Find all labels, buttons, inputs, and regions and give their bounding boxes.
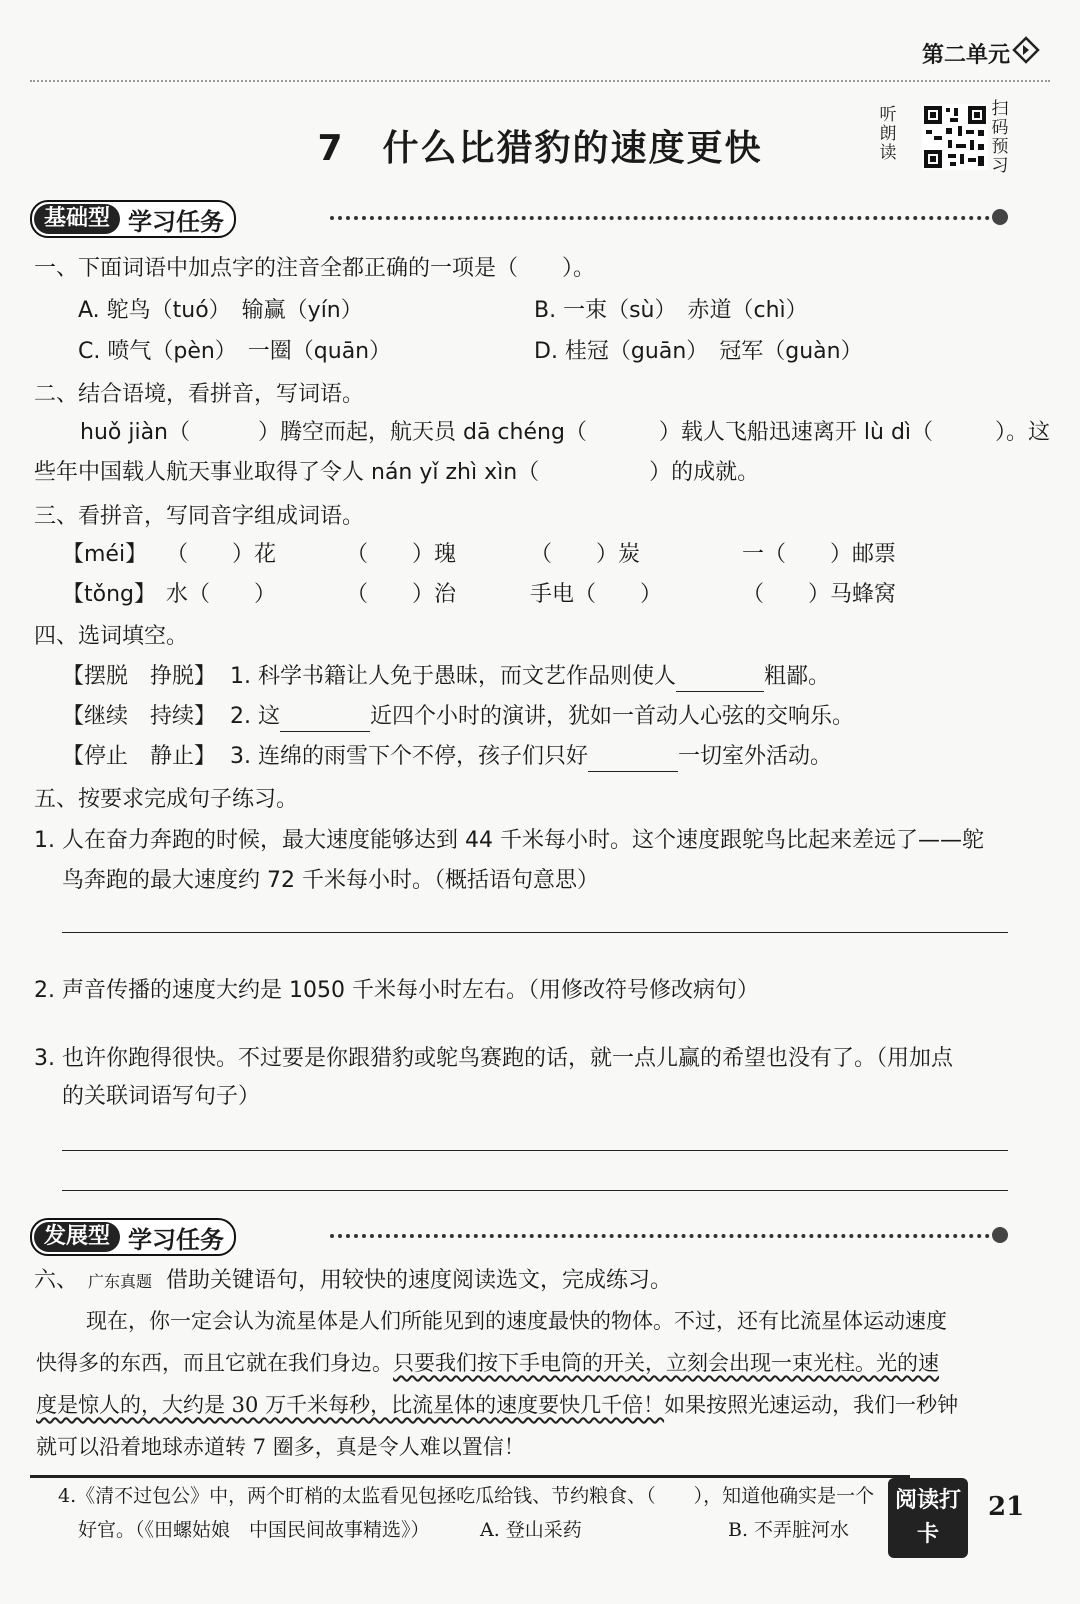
passage-line: 就可以沿着地球赤道转 7 圈多，真是令人难以置信！ bbox=[36, 1435, 525, 1459]
q5-stem: 五、按要求完成句子练习。 bbox=[34, 787, 299, 812]
q5-s2: 2. 声音传播的速度大约是 1050 千米每小时左右。（用修改符号修改病句） bbox=[34, 978, 759, 1003]
q3-tong-label: 【tǒng】 bbox=[62, 582, 156, 607]
answer-line[interactable] bbox=[62, 932, 1008, 933]
section-banner-develop bbox=[30, 1218, 1006, 1252]
q3-mei-label: 【méi】 bbox=[62, 542, 148, 567]
header-divider bbox=[30, 80, 1050, 82]
q1-option-b: B. 一束（sù） 赤道（chì） bbox=[534, 298, 808, 323]
q1-option-d: D. 桂冠（guān） 冠军（guàn） bbox=[534, 339, 863, 364]
banner-dots bbox=[330, 1234, 1006, 1238]
qr-right-caption: 扫码预习 bbox=[991, 99, 1009, 176]
banner-dots bbox=[330, 216, 1006, 220]
q3-tong-item: 手电（ ） bbox=[530, 582, 663, 607]
footer-option-b: B. 不弄脏河水 bbox=[728, 1519, 850, 1541]
qr-code-icon[interactable] bbox=[922, 104, 988, 170]
q1-stem: 一、下面词语中加点字的注音全都正确的一项是（ ）。 bbox=[34, 256, 596, 281]
q4-item: 【继续 持续】 2. 这 近四个小时的演讲，犹如一首动人心弦的交响乐。 bbox=[62, 702, 854, 732]
q4-item: 【摆脱 挣脱】 1. 科学书籍让人免于愚昧，而文艺作品则使人 粗鄙。 bbox=[62, 662, 830, 692]
q3-tong-item: （ ）马蜂窝 bbox=[742, 582, 897, 607]
passage-line: 度是惊人的，大约是 30 万千米每秒，比流星体的速度要快几千倍！如果按照光速运动，我们一秒钟 bbox=[36, 1393, 959, 1417]
q3-tong-item: （ ）治 bbox=[346, 582, 457, 607]
exam-badge: 广东真题 bbox=[88, 1272, 153, 1291]
q5-s3-line1: 3. 也许你跑得很快。不过要是你跟猎豹或鸵鸟赛跑的话，就一点儿赢的希望也没有了。（用加点 bbox=[34, 1046, 953, 1071]
q4-stem: 四、选词填空。 bbox=[34, 624, 189, 649]
footer-option-a: A. 登山采药 bbox=[480, 1519, 582, 1541]
section-label: 学习任务 bbox=[128, 1225, 225, 1254]
q2-line1: huǒ jiàn（ ）腾空而起，航天员 dā chéng（ ）载人飞船迅速离开 lù dì（ ）。这 bbox=[80, 420, 1051, 445]
diamond-arrow-icon bbox=[1012, 36, 1040, 64]
qr-left-caption: 听朗读 bbox=[879, 105, 897, 163]
q2-stem: 二、结合语境，看拼音，写词语。 bbox=[34, 382, 365, 407]
section-tag: 基础型 bbox=[34, 204, 120, 234]
q3-mei-item: （ ）花 bbox=[166, 542, 277, 567]
q4-item: 【停止 静止】 3. 连绵的雨雪下个不停，孩子们只好 一切室外活动。 bbox=[62, 742, 832, 772]
section-banner-basic bbox=[30, 200, 1006, 234]
q5-s3-line2: 的关联词语写句子） bbox=[62, 1084, 261, 1109]
page-title: 7 什么比猎豹的速度更快 bbox=[317, 128, 763, 169]
banner-end-dot bbox=[992, 209, 1008, 225]
page-number: 21 bbox=[988, 1492, 1025, 1522]
q6-header: 六、 广东真题 借助关键语句，用较快的速度阅读选文，完成练习。 bbox=[34, 1268, 673, 1293]
q5-s1-line2: 鸟奔跑的最大速度约 72 千米每小时。（概括语句意思） bbox=[62, 868, 599, 893]
passage-line: 现在，你一定会认为流星体是人们所能见到的速度最快的物体。不过，还有比流星体运动速度 bbox=[86, 1309, 947, 1333]
answer-line[interactable] bbox=[62, 1150, 1008, 1151]
banner-end-dot bbox=[992, 1227, 1008, 1243]
q3-mei-item: （ ）瑰 bbox=[346, 542, 457, 567]
q3-tong-item: 水（ ） bbox=[166, 582, 277, 607]
section-tag: 发展型 bbox=[34, 1222, 120, 1252]
q2-line2: 些年中国载人航天事业取得了令人 nán yǐ zhì xìn（ ）的成就。 bbox=[34, 460, 760, 485]
q1-option-c: C. 喷气（pèn） 一圈（quān） bbox=[78, 339, 392, 364]
answer-line[interactable] bbox=[62, 1190, 1008, 1191]
footer-question-line1: 4.《清不过包公》中，两个盯梢的太监看见包拯吃瓜给钱、节约粮食、（ ），知道他确实是一个 bbox=[58, 1485, 875, 1507]
q3-mei-item: 一（ ）邮票 bbox=[742, 542, 897, 567]
footer-question-line2: 好官。（《田螺姑娘 中国民间故事精选》） bbox=[78, 1519, 430, 1541]
section-label: 学习任务 bbox=[128, 207, 225, 236]
unit-label: 第二单元 bbox=[921, 43, 1010, 68]
q5-s1-line1: 1. 人在奋力奔跑的时候，最大速度能够达到 44 千米每小时。这个速度跟鸵鸟比起来差远了——鸵 bbox=[34, 828, 984, 853]
passage-line: 快得多的东西，而且它就在我们身边。只要我们按下手电筒的开关，立刻会出现一束光柱。光的速 bbox=[36, 1351, 939, 1375]
q3-mei-item: （ ）炭 bbox=[530, 542, 641, 567]
reading-checkin-badge: 阅读打卡 bbox=[888, 1478, 968, 1558]
q1-option-a: A. 鸵鸟（tuó） 输赢（yín） bbox=[78, 298, 363, 323]
q3-stem: 三、看拼音，写同音字组成词语。 bbox=[34, 504, 365, 529]
